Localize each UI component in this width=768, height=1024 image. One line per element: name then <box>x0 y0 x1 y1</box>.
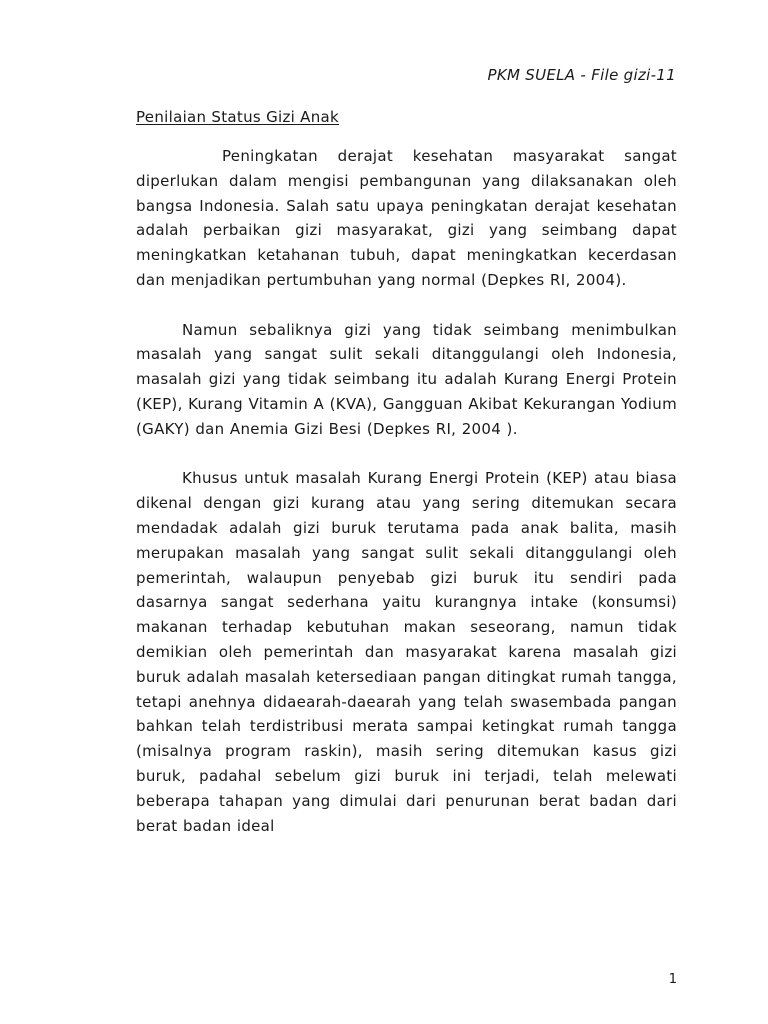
paragraph-kep: Khusus untuk masalah Kurang Energi Protein (KEP) atau biasa dikenal dengan gizi kurang atau yang sering ditemukan secara mendadak adalah gizi buruk terutama pada anak balita, masih merupakan masalah yang sangat sulit sekali ditanggulangi oleh pemerintah, walaupun penyebab gizi buruk itu sendiri pada dasarnya sangat sederhana yaitu kurangnya intake (konsumsi) makanan terhadap kebutuhan makan seseorang, namun tidak demikian oleh pemerintah dan masyarakat karena masalah gizi buruk adalah masalah ketersediaan pangan ditingkat rumah tangga, tetapi anehnya didaearah-daearah yang telah swasembada pangan bahkan telah terdistribusi merata sampai ketingkat rumah tangga (misalnya program raskin), masih sering ditemukan kasus gizi buruk, padahal sebelum gizi buruk ini terjadi, telah melewati beberapa tahapan yang dimulai dari penurunan berat badan dari berat badan ideal <box>136 469 677 835</box>
paragraph-problems: Namun sebaliknya gizi yang tidak seimbang menimbulkan masalah yang sangat sulit sekali ditanggulangi oleh Indonesia, masalah gizi yang tidak seimbang itu adalah Kurang Energi Protein (KEP), Kurang Vitamin A (KVA), Gangguan Akibat Kekurangan Yodium (GAKY) dan Anemia Gizi Besi (Depkes RI, 2004 ). <box>136 320 677 438</box>
page-header: PKM SUELA - File gizi-11 <box>487 66 676 84</box>
document-body <box>136 144 677 863</box>
page-number: 1 <box>668 972 677 987</box>
paragraph-intro: Peningkatan derajat kesehatan masyarakat sangat diperlukan dalam mengisi pembangunan yang dilaksanakan oleh bangsa Indonesia. Salah satu upaya peningkatan derajat kesehatan adalah perbaikan gizi masyarakat, gizi yang seimbang dapat meningkatkan ketahanan tubuh, dapat meningkatkan kecerdasan dan menjadikan pertumbuhan yang normal (Depkes RI, 2004). <box>136 147 677 289</box>
page-title: Penilaian Status Gizi Anak <box>136 108 340 126</box>
